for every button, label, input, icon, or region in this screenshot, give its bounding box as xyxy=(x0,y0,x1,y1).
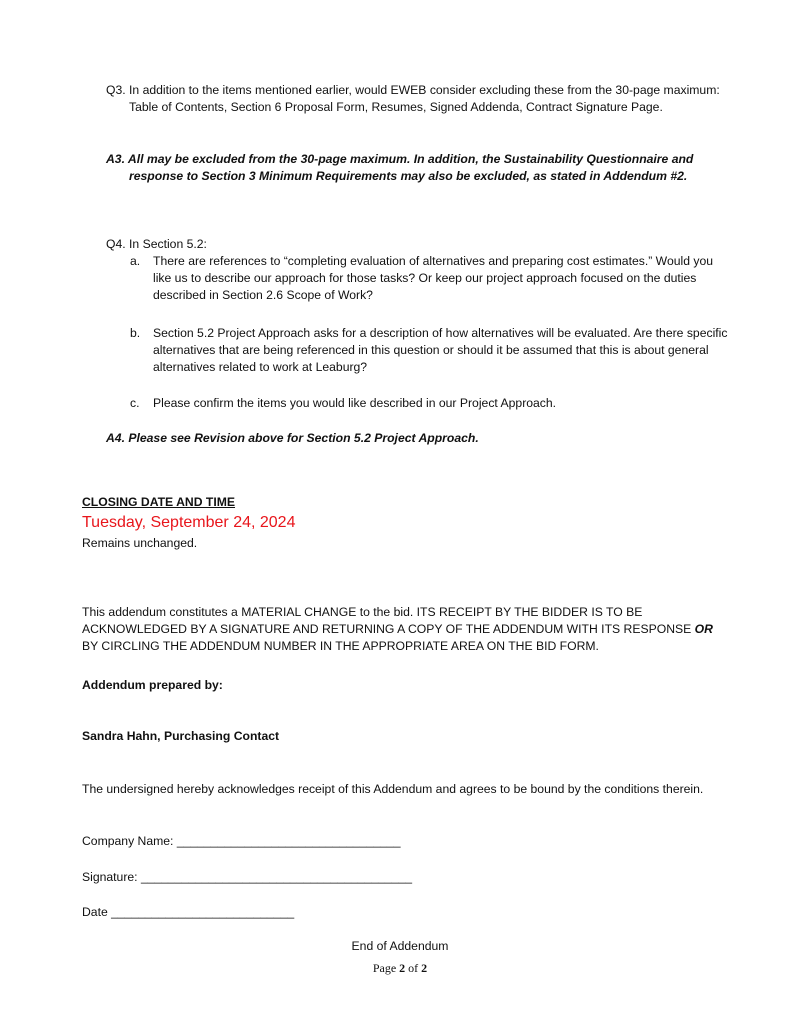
page-of: of xyxy=(405,961,422,975)
notice-text-after: BY CIRCLING THE ADDENDUM NUMBER IN THE APPROPRIATE AREA ON THE BID FORM. xyxy=(82,639,599,653)
question-q3: Q3. In addition to the items mentioned earlier, would EWEB consider excluding these from the 30-page maximum: Table of Contents, Section 6 Proposal Form, Resumes, Signed Addenda, Contract Signature Page. xyxy=(106,83,720,114)
closing-heading: CLOSING DATE AND TIME xyxy=(82,495,236,509)
closing-note: Remains unchanged. xyxy=(82,536,198,550)
notice-text-emph: OR xyxy=(694,622,713,636)
prepared-by-label: Addendum prepared by: xyxy=(82,678,223,692)
page-total: 2 xyxy=(421,961,428,975)
company-name-field[interactable]: Company Name: _________________________________ xyxy=(82,834,401,848)
q4-item-a-marker: a. xyxy=(130,254,141,268)
prepared-by-name: Sandra Hahn, Purchasing Contact xyxy=(82,729,280,743)
material-change-notice xyxy=(82,604,722,655)
question-q4: Q4. In Section 5.2: xyxy=(106,237,207,251)
date-field[interactable]: Date ___________________________ xyxy=(82,905,295,919)
notice-text-before: This addendum constitutes a MATERIAL CHANGE to the bid. ITS RECEIPT BY THE BIDDER IS TO BE ACKNOWLEDGED BY A SIGNATURE AND RETURNING A COPY OF THE ADDENDUM WITH ITS RESPONSE xyxy=(82,605,695,636)
page-number xyxy=(0,960,800,977)
q4-item-b xyxy=(130,325,733,376)
answer-a4: A4. Please see Revision above for Section 5.2 Project Approach. xyxy=(106,431,479,445)
q4-item-b-text: Section 5.2 Project Approach asks for a description of how alternatives will be evaluated. Are there specific alternatives that are being referenced in this question or should it be assumed that this is about general alternatives related to work at Leaburg? xyxy=(153,326,728,374)
q4-item-c-text: Please confirm the items you would like described in our Project Approach. xyxy=(153,396,557,410)
answer-a3: A3. All may be excluded from the 30-page maximum. In addition, the Sustainability Questionnaire and response to Section 3 Minimum Requirements may also be excluded, as stated in Addendum #2. xyxy=(106,152,694,183)
q4-item-c xyxy=(130,395,733,412)
page-prefix: Page xyxy=(372,961,400,975)
q4-item-c-marker: c. xyxy=(130,396,140,410)
page-current: 2 xyxy=(399,961,406,975)
undersigned-statement: The undersigned hereby acknowledges receipt of this Addendum and agrees to be bound by the conditions therein. xyxy=(82,782,704,796)
closing-date: Tuesday, September 24, 2024 xyxy=(82,514,296,531)
q4-item-a xyxy=(130,253,733,304)
end-of-addendum: End of Addendum xyxy=(351,939,449,953)
q4-item-a-text: There are references to “completing evaluation of alternatives and preparing cost estimates.” Would you like us to describe our approach for those tasks? Or keep our project approach focused on the duties described in Section 2.6 Scope of Work? xyxy=(153,254,714,302)
signature-field[interactable]: Signature: ________________________________________ xyxy=(82,870,413,884)
q4-item-b-marker: b. xyxy=(130,326,141,340)
